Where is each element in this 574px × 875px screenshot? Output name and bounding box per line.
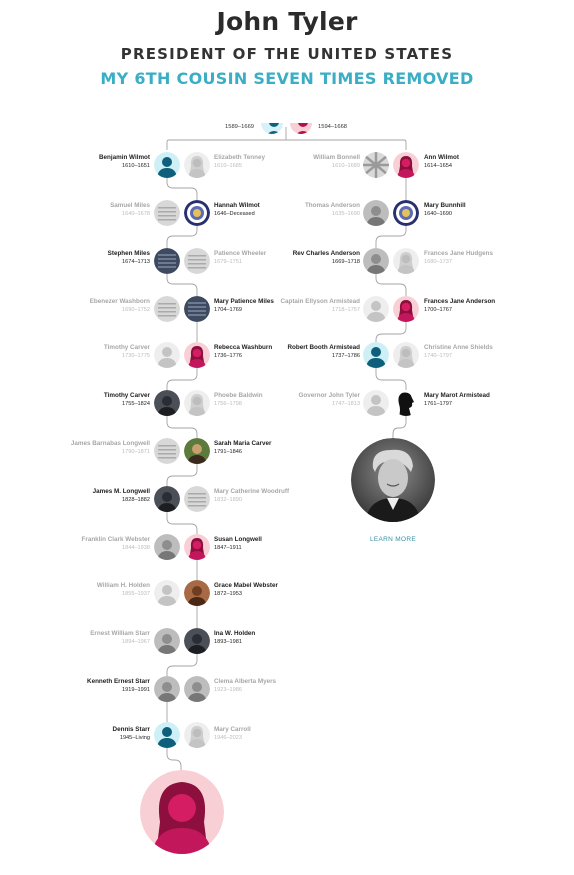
male-silhouette-icon[interactable]	[154, 580, 180, 606]
female-silhouette-icon[interactable]	[393, 296, 419, 322]
female-silhouette-icon[interactable]	[184, 534, 210, 560]
photo-icon[interactable]	[154, 534, 180, 560]
person-label[interactable]: Ina W. Holden 1893–1981	[214, 630, 256, 645]
person-label[interactable]: Rebecca Washburn 1736–1776	[214, 344, 273, 359]
male-silhouette-icon[interactable]	[363, 200, 389, 226]
photo-icon[interactable]	[154, 486, 180, 512]
spouse-label[interactable]: Governor John Tyler 1747–1813	[298, 392, 360, 407]
photo-icon[interactable]	[184, 486, 210, 512]
top-left-years: 1589–1669	[225, 124, 255, 130]
person-label[interactable]: Susan Longwell 1847–1911	[214, 536, 262, 551]
photo-icon[interactable]	[154, 438, 180, 464]
photo-icon[interactable]	[184, 580, 210, 606]
person-label[interactable]: Kenneth Ernest Starr 1919–1991	[87, 678, 150, 693]
female-silhouette-icon[interactable]	[184, 342, 210, 368]
photo-icon[interactable]	[184, 628, 210, 654]
spouse-label[interactable]: Franklin Clark Webster 1844–1938	[81, 536, 150, 551]
male-silhouette-icon[interactable]	[154, 342, 180, 368]
female-silhouette-icon[interactable]	[184, 722, 210, 748]
male-silhouette-icon[interactable]	[154, 152, 180, 178]
person-label[interactable]: Frances Jane Anderson 1700–1767	[424, 298, 496, 313]
person-label[interactable]: Rev Charles Anderson 1669–1718	[292, 250, 360, 265]
photo-icon[interactable]	[154, 296, 180, 322]
person-label[interactable]: Sarah Maria Carver 1791–1846	[214, 440, 272, 455]
spouse-label[interactable]: William Bonnell 1610–1689	[313, 154, 360, 169]
spouse-label[interactable]: Elizabeth Tenney 1610–1685	[214, 154, 265, 169]
person-label[interactable]: Mary Bunnhill 1640–1690	[424, 202, 466, 217]
photo-icon[interactable]	[184, 296, 210, 322]
person-label[interactable]: James M. Longwell 1828–1882	[92, 488, 150, 503]
photo-icon[interactable]	[154, 200, 180, 226]
relationship-label: MY 6TH COUSIN SEVEN TIMES REMOVED	[100, 69, 474, 88]
person-label[interactable]: Ann Wilmot 1614–1654	[424, 154, 459, 169]
photo-icon[interactable]	[154, 676, 180, 702]
male-silhouette-icon[interactable]	[363, 342, 389, 368]
learn-more-link[interactable]: LEARN MORE	[370, 536, 416, 543]
spouse-label[interactable]: Timothy Carver 1730–1775	[103, 344, 150, 359]
photo-icon[interactable]	[184, 438, 210, 464]
spouse-label[interactable]: Ernest William Starr 1894–1967	[90, 630, 150, 645]
person-label[interactable]: Mary Patience Miles 1704–1769	[214, 298, 274, 313]
person-label[interactable]: Stephen Miles 1674–1713	[107, 250, 150, 265]
photo-icon[interactable]	[363, 248, 389, 274]
spouse-label[interactable]: Samuel Miles 1640–1678	[110, 202, 150, 217]
top-right-years: 1594–1668	[318, 124, 348, 130]
president-portrait[interactable]	[351, 438, 435, 522]
page-title: John Tyler	[216, 7, 358, 36]
female-silhouette-icon[interactable]	[184, 152, 210, 178]
photo-icon[interactable]	[184, 248, 210, 274]
spouse-label[interactable]: Frances Jane Hudgens 1680–1737	[424, 250, 493, 265]
spouse-label[interactable]: Mary Catherine Woodruff 1832–1890	[214, 488, 290, 503]
photo-icon[interactable]	[154, 248, 180, 274]
person-label[interactable]: Grace Mabel Webster 1872–1953	[214, 582, 278, 597]
photo-icon[interactable]	[154, 390, 180, 416]
spouse-label[interactable]: Captain Ellyson Armistead 1718–1757	[280, 298, 360, 313]
spouse-label[interactable]: Thomas Anderson 1635–1690	[304, 202, 360, 217]
page-subtitle: PRESIDENT OF THE UNITED STATES	[120, 45, 454, 63]
spouse-label[interactable]: William H. Holden 1855–1937	[96, 582, 150, 597]
male-silhouette-icon[interactable]	[363, 390, 389, 416]
spouse-label[interactable]: Patience Wheeler 1679–1751	[214, 250, 267, 265]
male-silhouette-icon[interactable]	[154, 722, 180, 748]
spouse-label[interactable]: Phoebe Baldwin 1756–1798	[214, 392, 263, 407]
male-silhouette-icon[interactable]	[363, 296, 389, 322]
female-silhouette-icon[interactable]	[393, 152, 419, 178]
person-label[interactable]: Hannah Wilmot 1646–Deceased	[214, 202, 260, 217]
silhouette-profile-icon[interactable]	[393, 390, 419, 416]
person-label[interactable]: Mary Marot Armistead 1761–1797	[424, 392, 490, 407]
photo-icon[interactable]	[184, 200, 210, 226]
spouse-label[interactable]: James Barnabas Longwell 1790–1871	[70, 440, 150, 455]
self-avatar[interactable]	[140, 770, 224, 854]
female-silhouette-icon[interactable]	[184, 390, 210, 416]
spouse-label[interactable]: Christine Anne Shields 1740–1797	[424, 344, 493, 359]
person-label[interactable]: Timothy Carver 1755–1824	[103, 392, 150, 407]
spouse-label[interactable]: Ebenezer Washborn 1690–1752	[89, 298, 150, 313]
photo-icon[interactable]	[184, 676, 210, 702]
spouse-label[interactable]: Clema Alberta Myers 1923–1986	[214, 678, 277, 693]
photo-icon[interactable]	[154, 628, 180, 654]
seal-icon[interactable]	[393, 200, 419, 226]
female-silhouette-icon[interactable]	[393, 342, 419, 368]
female-silhouette-icon[interactable]	[393, 248, 419, 274]
person-label[interactable]: Dennis Starr 1945–Living	[112, 726, 150, 741]
person-label[interactable]: Benjamin Wilmot 1610–1651	[98, 154, 150, 169]
person-label[interactable]: Robert Booth Armistead 1737–1786	[287, 344, 360, 359]
flag-icon[interactable]	[363, 152, 389, 178]
spouse-label[interactable]: Mary Carroll 1946–2023	[214, 726, 251, 741]
